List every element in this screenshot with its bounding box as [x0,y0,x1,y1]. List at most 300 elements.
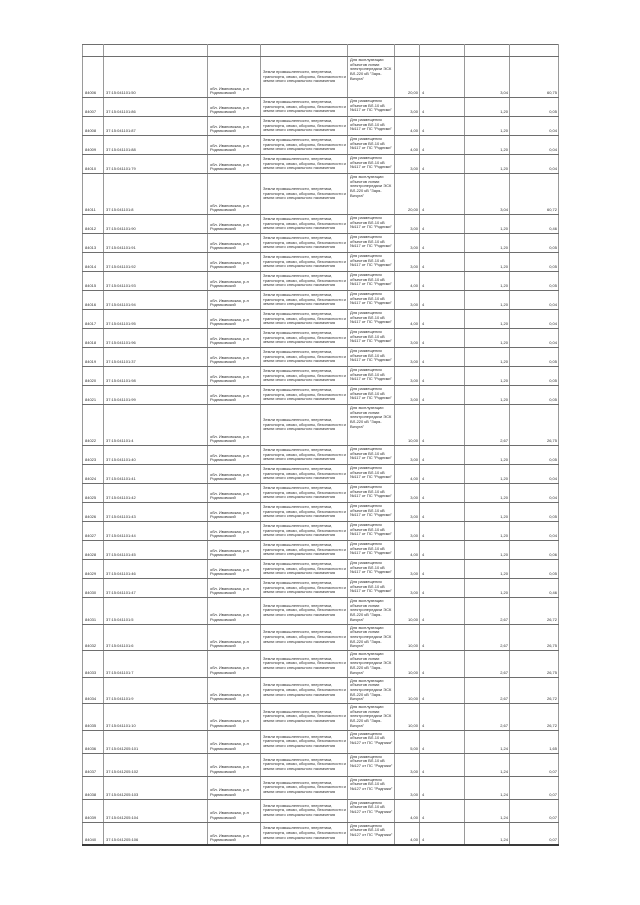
cell-permitted-use: Для размещения объектов ВЛ-10 кВ №117 от ПС "Родники" [348,234,395,253]
cell-row-number: 84039 [83,799,104,822]
cell-row-number: 84033 [83,651,104,678]
cell-cadastral-number: 37:15:041101:50 [104,57,208,98]
cell-row-number: 84011 [83,174,104,215]
cell-specific-rate: 1,24 [465,776,510,799]
cell-location: обл. Ивановская, р-н Родниковский [208,57,261,98]
cell-row-number: 84022 [83,405,104,446]
cell-group-code: 4 [420,579,465,598]
table-row [83,215,559,234]
table-row [83,446,559,465]
table-row [83,776,559,799]
cell-cadastral-number: 37:15:041101:4 [104,405,208,446]
cell-land-category: Земли промышленности, энергетики, транспорта, связи, обороны, безопасности и земли иного специального назначения [261,465,348,484]
cell-land-category [261,45,348,57]
cell-row-number: 84038 [83,776,104,799]
cell-specific-rate: 1,24 [465,753,510,776]
cell-cadastral-number: 37:15:041101:95 [104,310,208,329]
cell-land-category: Земли промышленности, энергетики, транспорта, связи, обороны, безопасности и земли иного специального назначения [261,155,348,174]
cell-cadastral-number: 37:15:041101:90 [104,215,208,234]
cell-location: обл. Ивановская, р-н Родниковский [208,215,261,234]
cell-cadastral-value: 0,07 [510,799,559,822]
cell-cadastral-number: 37:15:041101:10 [104,704,208,731]
cell-row-number: 84034 [83,677,104,704]
cell-row-number: 84016 [83,291,104,310]
cell-permitted-use: Для размещения объектов ВЛ-10 кВ №117 от ПС "Родники" [348,98,395,117]
cell-row-number: 84010 [83,155,104,174]
cell-area-value: 3,00 [395,291,420,310]
cell-land-category: Земли промышленности, энергетики, транспорта, связи, обороны, безопасности и земли иного специального назначения [261,677,348,704]
cell-cadastral-number: 37:15:041101:40 [104,446,208,465]
cell-area-value: 3,00 [395,386,420,405]
cell-permitted-use: Для размещения объектов ВЛ-10 кВ №127 от ПС "Родники" [348,822,395,845]
cell-location: обл. Ивановская, р-н Родниковский [208,704,261,731]
cell-location: обл. Ивановская, р-н Родниковский [208,253,261,272]
table-row [83,291,559,310]
cell-area-value: 3,00 [395,776,420,799]
cell-area-value: 4,00 [395,541,420,560]
cell-permitted-use: Для размещения объектов ВЛ-10 кВ №127 от ПС "Родники" [348,753,395,776]
cell-permitted-use: Для размещения объектов ВЛ-10 кВ №117 от ПС "Родники" [348,503,395,522]
cell-land-category: Земли промышленности, энергетики, транспорта, связи, обороны, безопасности и земли иного специального назначения [261,541,348,560]
cell-area-value: 3,00 [395,753,420,776]
cell-location: обл. Ивановская, р-н Родниковский [208,174,261,215]
cell-land-category: Земли промышленности, энергетики, транспорта, связи, обороны, безопасности и земли иного специального назначения [261,799,348,822]
table-row [83,598,559,625]
cell-specific-rate: 1,20 [465,215,510,234]
cell-group-code: 4 [420,348,465,367]
table-row [83,234,559,253]
cell-permitted-use: Для размещения объектов ВЛ-10 кВ №117 от ПС "Родники" [348,272,395,291]
cell-land-category: Земли промышленности, энергетики, транспорта, связи, обороны, безопасности и земли иного специального назначения [261,651,348,678]
cell-group-code: 4 [420,503,465,522]
cell-permitted-use: Для размещения объектов ВЛ-10 кВ №117 от ПС "Родники" [348,348,395,367]
cell-cadastral-value: 60,72 [510,174,559,215]
cell-permitted-use: Для размещения объектов ВЛ-10 кВ №117 от ПС "Родники" [348,155,395,174]
cell-row-number: 84024 [83,465,104,484]
cell-land-category: Земли промышленности, энергетики, транспорта, связи, обороны, безопасности и земли иного специального назначения [261,215,348,234]
cell-location: обл. Ивановская, р-н Родниковский [208,503,261,522]
cell-land-category: Земли промышленности, энергетики, транспорта, связи, обороны, безопасности и земли иного специального назначения [261,174,348,215]
cell-specific-rate: 1,20 [465,484,510,503]
cell-permitted-use: Для эксплуатации объектов линии электропередачи ЭСК ВЛ-220 кВ "Заря-Вичуга" [348,57,395,98]
cell-cadastral-number: 37:15:041101:8 [104,174,208,215]
cell-specific-rate: 1,20 [465,367,510,386]
cell-location: обл. Ивановская, р-н Родниковский [208,117,261,136]
cell-land-category: Земли промышленности, энергетики, транспорта, связи, обороны, безопасности и земли иного специального назначения [261,730,348,753]
cell-group-code: 4 [420,136,465,155]
table-row [83,174,559,215]
cell-specific-rate: 1,20 [465,348,510,367]
cell-area-value: 20,00 [395,174,420,215]
cell-cadastral-number: 37:15:041101:37 [104,348,208,367]
cell-row-number: 84040 [83,822,104,845]
cell-permitted-use: Для размещения объектов ВЛ-10 кВ №117 от ПС "Родники" [348,291,395,310]
cell-permitted-use: Для размещения объектов ВЛ-10 кВ №127 от ПС "Родники" [348,799,395,822]
cell-land-category: Земли промышленности, энергетики, транспорта, связи, обороны, безопасности и земли иного специального назначения [261,598,348,625]
cell-cadastral-value: 0,04 [510,522,559,541]
cell-row-number: 84007 [83,98,104,117]
cell-cadastral-value: 0,07 [510,776,559,799]
cell-specific-rate: 1,20 [465,234,510,253]
cell-row-number: 84014 [83,253,104,272]
cell-cadastral-number: 37:15:041205:103 [104,776,208,799]
cell-cadastral-value: 0,07 [510,822,559,845]
cell-land-category: Земли промышленности, энергетики, транспорта, связи, обороны, безопасности и земли иного специального назначения [261,291,348,310]
cell-area-value: 10,00 [395,405,420,446]
cell-area-value: 4,00 [395,272,420,291]
cell-area-value: 3,00 [395,98,420,117]
cell-cadastral-value: 0,05 [510,446,559,465]
table-row [83,730,559,753]
cell-land-category: Земли промышленности, энергетики, транспорта, связи, обороны, безопасности и земли иного специального назначения [261,117,348,136]
cell-land-category: Земли промышленности, энергетики, транспорта, связи, обороны, безопасности и земли иного специального назначения [261,624,348,651]
cell-land-category: Земли промышленности, энергетики, транспорта, связи, обороны, безопасности и земли иного специального назначения [261,704,348,731]
cell-location: обл. Ивановская, р-н Родниковский [208,136,261,155]
cell-group-code: 4 [420,730,465,753]
cell-cadastral-number: 37:15:041101:41 [104,465,208,484]
cell-land-category: Земли промышленности, энергетики, транспорта, связи, обороны, безопасности и земли иного специального назначения [261,522,348,541]
cell-land-category: Земли промышленности, энергетики, транспорта, связи, обороны, безопасности и земли иного специального назначения [261,253,348,272]
cell-cadastral-value: 26,75 [510,651,559,678]
cell-group-code: 4 [420,522,465,541]
cell-land-category: Земли промышленности, энергетики, транспорта, связи, обороны, безопасности и земли иного специального назначения [261,367,348,386]
cell-row-number: 84029 [83,560,104,579]
cell-area-value: 3,00 [395,155,420,174]
cell-location: обл. Ивановская, р-н Родниковский [208,776,261,799]
cell-specific-rate: 1,20 [465,386,510,405]
cell-area-value: 10,00 [395,651,420,678]
land-parcels-table [82,44,559,846]
cell-cadastral-number: 37:15:041101:87 [104,117,208,136]
cell-land-category: Земли промышленности, энергетики, транспорта, связи, обороны, безопасности и земли иного специального назначения [261,822,348,845]
cell-cadastral-number: 37:15:041101:96 [104,329,208,348]
cell-location: обл. Ивановская, р-н Родниковский [208,522,261,541]
cell-cadastral-number: 37:15:041101:42 [104,484,208,503]
cell-specific-rate: 2,67 [465,405,510,446]
cell-cadastral-value: 26,72 [510,704,559,731]
cell-area-value: 4,00 [395,310,420,329]
table-row [83,753,559,776]
cell-permitted-use: Для размещения объектов ВЛ-10 кВ №127 от ПС "Родники" [348,730,395,753]
cell-cadastral-value: 0,04 [510,155,559,174]
cell-location: обл. Ивановская, р-н Родниковский [208,799,261,822]
cell-area-value: 3,00 [395,503,420,522]
cell-cadastral-number: 37:15:041205:101 [104,730,208,753]
cell-row-number: 84018 [83,329,104,348]
cell-area-value: 20,00 [395,57,420,98]
cell-permitted-use: Для эксплуатации объектов линии электропередачи ЭСК ВЛ-220 кВ "Заря-Вичуга" [348,651,395,678]
cell-specific-rate: 1,20 [465,560,510,579]
cell-location: обл. Ивановская, р-н Родниковский [208,598,261,625]
cell-land-category: Земли промышленности, энергетики, транспорта, связи, обороны, безопасности и земли иного специального назначения [261,753,348,776]
table-row [83,367,559,386]
cell-cadastral-value: 26,72 [510,598,559,625]
cell-group-code: 4 [420,598,465,625]
cell-permitted-use: Для эксплуатации объектов линии электропередачи ЭСК ВЛ-220 кВ "Заря-Вичуга" [348,174,395,215]
cell-row-number: 84030 [83,579,104,598]
cell-specific-rate: 1,20 [465,503,510,522]
cell-permitted-use: Для размещения объектов ВЛ-10 кВ №117 от ПС "Родники" [348,541,395,560]
cell-group-code: 4 [420,57,465,98]
cell-area-value: 5,00 [395,730,420,753]
cell-cadastral-value: 0,04 [510,329,559,348]
cell-group-code: 4 [420,215,465,234]
table-body [83,45,559,846]
cell-permitted-use: Для размещения объектов ВЛ-10 кВ №117 от ПС "Родники" [348,560,395,579]
cell-area-value: 3,00 [395,560,420,579]
cell-area-value: 3,00 [395,234,420,253]
cell-area-value: 10,00 [395,598,420,625]
cell-land-category: Земли промышленности, энергетики, транспорта, связи, обороны, безопасности и земли иного специального назначения [261,234,348,253]
cell-specific-rate: 1,20 [465,117,510,136]
cell-area-value: 3,00 [395,215,420,234]
table-row [83,57,559,98]
cell-land-category: Земли промышленности, энергетики, транспорта, связи, обороны, безопасности и земли иного специального назначения [261,484,348,503]
cell-location: обл. Ивановская, р-н Родниковский [208,541,261,560]
cell-cadastral-number: 37:15:041101:88 [104,136,208,155]
cell-group-code: 4 [420,704,465,731]
cell-permitted-use: Для размещения объектов ВЛ-10 кВ №117 от ПС "Родники" [348,117,395,136]
cell-cadastral-value: 0,46 [510,215,559,234]
cell-area-value: 4,00 [395,799,420,822]
cell-permitted-use: Для размещения объектов ВЛ-10 кВ №117 от ПС "Родники" [348,522,395,541]
cell-location: обл. Ивановская, р-н Родниковский [208,367,261,386]
cell-group-code: 4 [420,405,465,446]
cell-row-number: 84019 [83,348,104,367]
cell-land-category: Земли промышленности, энергетики, транспорта, связи, обороны, безопасности и земли иного специального назначения [261,405,348,446]
table-row [83,465,559,484]
cell-permitted-use [348,45,395,57]
cell-permitted-use: Для эксплуатации объектов линии электропередачи ЭСК ВЛ-220 кВ "Заря-Вичуга" [348,598,395,625]
cell-area-value: 10,00 [395,624,420,651]
cell-group-code: 4 [420,822,465,845]
cell-group-code: 4 [420,234,465,253]
cell-location: обл. Ивановская, р-н Родниковский [208,405,261,446]
cell-group-code: 4 [420,174,465,215]
cell-land-category: Земли промышленности, энергетики, транспорта, связи, обороны, безопасности и земли иного специального назначения [261,310,348,329]
cell-cadastral-number: 37:15:041101:93 [104,272,208,291]
cell-cadastral-number: 37:15:041101:45 [104,541,208,560]
cell-cadastral-number: 37:15:041101:99 [104,386,208,405]
table-row [83,98,559,117]
cell-cadastral-number: 37:15:041101:5 [104,598,208,625]
cell-specific-rate: 3,04 [465,57,510,98]
cell-group-code: 4 [420,291,465,310]
cell-cadastral-number: 37:15:041101:47 [104,579,208,598]
cell-specific-rate: 3,04 [465,174,510,215]
table-row [83,117,559,136]
cell-cadastral-number: 37:15:041101:79 [104,155,208,174]
cell-area-value: 10,00 [395,677,420,704]
cell-permitted-use: Для эксплуатации объектов линии электропередачи ЭСК ВЛ-220 кВ "Заря-Вичуга" [348,677,395,704]
cell-group-code: 4 [420,776,465,799]
cell-land-category: Земли промышленности, энергетики, транспорта, связи, обороны, безопасности и земли иного специального назначения [261,446,348,465]
cell-location: обл. Ивановская, р-н Родниковский [208,465,261,484]
cell-row-number: 84020 [83,367,104,386]
cell-area-value: 4,00 [395,117,420,136]
cell-group-code: 4 [420,651,465,678]
table-row [83,677,559,704]
cell-row-number: 84013 [83,234,104,253]
table-row [83,541,559,560]
cell-location: обл. Ивановская, р-н Родниковский [208,579,261,598]
cell-location [208,45,261,57]
cell-location: обл. Ивановская, р-н Родниковский [208,446,261,465]
cell-area-value: 3,00 [395,579,420,598]
cell-permitted-use: Для размещения объектов ВЛ-10 кВ №117 от ПС "Родники" [348,367,395,386]
cell-specific-rate: 1,20 [465,253,510,272]
cell-area-value: 3,00 [395,522,420,541]
cell-land-category: Земли промышленности, энергетики, транспорта, связи, обороны, безопасности и земли иного специального назначения [261,136,348,155]
cell-location: обл. Ивановская, р-н Родниковский [208,651,261,678]
cell-specific-rate: 1,20 [465,522,510,541]
cell-row-number: 84023 [83,446,104,465]
table-row [83,651,559,678]
cell-row-number: 84021 [83,386,104,405]
cell-group-code: 4 [420,98,465,117]
cell-group-code: 4 [420,367,465,386]
cell-cadastral-number: 37:15:041101:94 [104,291,208,310]
cell-permitted-use: Для размещения объектов ВЛ-10 кВ №117 от ПС "Родники" [348,386,395,405]
cell-cadastral-value: 1,65 [510,730,559,753]
cell-specific-rate: 1,20 [465,465,510,484]
cell-cadastral-number: 37:15:041101:86 [104,98,208,117]
table-row [83,348,559,367]
table-row [83,822,559,845]
cell-row-number: 84026 [83,503,104,522]
cell-specific-rate: 1,20 [465,136,510,155]
cell-cadastral-value: 0,04 [510,484,559,503]
cell-cadastral-value: 0,04 [510,136,559,155]
table-row [83,155,559,174]
cell-cadastral-number: 37:15:041101:43 [104,503,208,522]
cell-row-number: 84031 [83,598,104,625]
cell-area-value: 4,00 [395,136,420,155]
cell-land-category: Земли промышленности, энергетики, транспорта, связи, обороны, безопасности и земли иного специального назначения [261,272,348,291]
cell-cadastral-number: 37:15:041101:98 [104,367,208,386]
cell-cadastral-value: 0,05 [510,503,559,522]
cell-row-number: 84032 [83,624,104,651]
cell-group-code: 4 [420,386,465,405]
cell-cadastral-number: 37:15:041205:102 [104,753,208,776]
cell-group-code: 4 [420,446,465,465]
cell-permitted-use: Для размещения объектов ВЛ-10 кВ №117 от ПС "Родники" [348,329,395,348]
cell-land-category: Земли промышленности, энергетики, транспорта, связи, обороны, безопасности и земли иного специального назначения [261,503,348,522]
cell-cadastral-number: 37:15:041101:92 [104,253,208,272]
cell-specific-rate: 1,20 [465,155,510,174]
cell-row-number: 84009 [83,136,104,155]
cell-cadastral-value: 0,06 [510,541,559,560]
cell-row-number: 84012 [83,215,104,234]
cell-area-value: 4,00 [395,822,420,845]
cell-area-value: 4,00 [395,465,420,484]
cell-cadastral-number: 37:15:041101:44 [104,522,208,541]
cell-permitted-use: Для размещения объектов ВЛ-10 кВ №117 от ПС "Родники" [348,484,395,503]
cell-specific-rate [465,45,510,57]
cell-cadastral-value: 0,05 [510,560,559,579]
cell-row-number: 84035 [83,704,104,731]
cell-cadastral-value: 0,05 [510,386,559,405]
cell-group-code: 4 [420,465,465,484]
cell-area-value: 3,00 [395,367,420,386]
cell-specific-rate: 1,24 [465,730,510,753]
cell-area-value: 3,00 [395,348,420,367]
cell-cadastral-number: 37:15:041101:9 [104,677,208,704]
cell-group-code: 4 [420,677,465,704]
cell-location: обл. Ивановская, р-н Родниковский [208,272,261,291]
cell-cadastral-number: 37:15:041101:7 [104,651,208,678]
cell-area-value: 3,00 [395,484,420,503]
cell-land-category: Земли промышленности, энергетики, транспорта, связи, обороны, безопасности и земли иного специального назначения [261,579,348,598]
table-row [83,579,559,598]
cell-specific-rate: 2,67 [465,677,510,704]
cell-group-code: 4 [420,560,465,579]
cell-cadastral-value: 0,04 [510,310,559,329]
cell-cadastral-value: 0,05 [510,348,559,367]
cell-row-number: 84028 [83,541,104,560]
cell-specific-rate: 1,20 [465,272,510,291]
cell-specific-rate: 1,24 [465,799,510,822]
cell-row-number: 84036 [83,730,104,753]
cell-location: обл. Ивановская, р-н Родниковский [208,348,261,367]
table-row [83,624,559,651]
cell-permitted-use: Для размещения объектов ВЛ-10 кВ №117 от ПС "Родники" [348,136,395,155]
cell-group-code: 4 [420,329,465,348]
cell-permitted-use: Для размещения объектов ВЛ-10 кВ №127 от ПС "Родники" [348,776,395,799]
cell-location: обл. Ивановская, р-н Родниковский [208,624,261,651]
cell-permitted-use: Для эксплуатации объектов линии электропередачи ЭСК ВЛ-220 кВ "Заря-Вичуга" [348,405,395,446]
cell-specific-rate: 2,67 [465,624,510,651]
cell-location: обл. Ивановская, р-н Родниковский [208,677,261,704]
cell-group-code: 4 [420,155,465,174]
cell-cadastral-number [104,45,208,57]
cell-specific-rate: 1,20 [465,541,510,560]
cell-group-code [420,45,465,57]
cell-location: обл. Ивановская, р-н Родниковский [208,730,261,753]
cell-cadastral-value: 0,04 [510,117,559,136]
table-row [83,405,559,446]
cell-cadastral-number: 37:15:041205:106 [104,822,208,845]
cell-row-number: 84017 [83,310,104,329]
cell-location: обл. Ивановская, р-н Родниковский [208,386,261,405]
cell-group-code: 4 [420,117,465,136]
cell-group-code: 4 [420,253,465,272]
cell-specific-rate: 1,20 [465,310,510,329]
table-row [83,503,559,522]
cell-cadastral-value: 0,04 [510,465,559,484]
cell-specific-rate: 2,67 [465,651,510,678]
cell-cadastral-value: 0,46 [510,579,559,598]
cell-cadastral-value: 26,72 [510,677,559,704]
cell-cadastral-value [510,45,559,57]
cell-cadastral-number: 37:15:041101:46 [104,560,208,579]
cell-row-number: 84006 [83,57,104,98]
table-row [83,560,559,579]
cell-land-category: Земли промышленности, энергетики, транспорта, связи, обороны, безопасности и земли иного специального назначения [261,386,348,405]
table-row [83,704,559,731]
cell-row-number: 84037 [83,753,104,776]
cell-land-category: Земли промышленности, энергетики, транспорта, связи, обороны, безопасности и земли иного специального назначения [261,560,348,579]
cell-land-category: Земли промышленности, энергетики, транспорта, связи, обороны, безопасности и земли иного специального назначения [261,348,348,367]
cell-specific-rate: 1,20 [465,329,510,348]
cell-cadastral-value: 0,05 [510,98,559,117]
cell-group-code: 4 [420,799,465,822]
cell-land-category: Земли промышленности, энергетики, транспорта, связи, обороны, безопасности и земли иного специального назначения [261,329,348,348]
cell-location: обл. Ивановская, р-н Родниковский [208,310,261,329]
cell-location: обл. Ивановская, р-н Родниковский [208,560,261,579]
cell-permitted-use: Для размещения объектов ВЛ-10 кВ №117 от ПС "Родники" [348,579,395,598]
cell-area-value: 10,00 [395,704,420,731]
